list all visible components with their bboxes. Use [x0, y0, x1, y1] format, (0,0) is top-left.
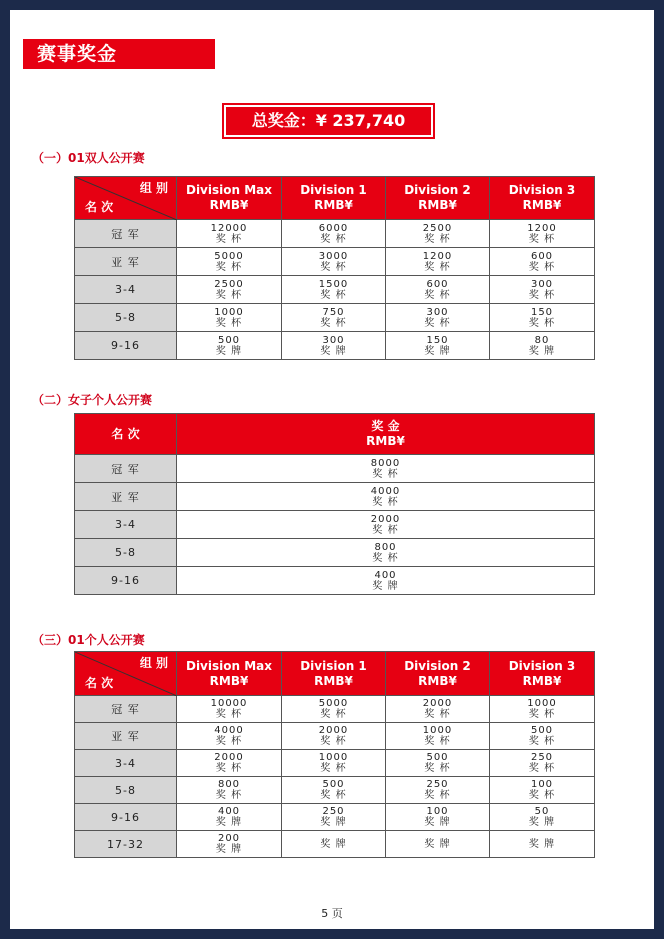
prize-amount: 750 — [322, 306, 345, 318]
prize-award: 奖 牌 — [215, 844, 243, 855]
prize-cell — [177, 804, 282, 831]
prize-amount: 12000 — [210, 222, 248, 234]
prize-award: 奖 杯 — [372, 552, 399, 564]
prize-award: 奖 杯 — [528, 233, 556, 245]
prize-amount: 150 — [530, 306, 554, 318]
table-row — [75, 696, 595, 723]
prize-amount: 2000 — [370, 513, 401, 525]
corner-group-label: 组 别 — [139, 181, 168, 195]
prize-cell — [490, 248, 595, 276]
prize-cell — [177, 455, 595, 483]
prize-award: 奖 杯 — [424, 709, 451, 720]
prize-cell — [282, 804, 386, 831]
prize-cell — [282, 304, 386, 332]
table-row — [75, 750, 595, 777]
page — [10, 10, 654, 929]
prize-award: 奖 杯 — [320, 790, 347, 801]
prize-cell — [490, 276, 595, 304]
prize-cell — [177, 831, 282, 858]
prize-amount: 80 — [534, 334, 550, 346]
prize-cell — [177, 750, 282, 777]
prize-cell — [490, 777, 595, 804]
prize-award: 奖 杯 — [215, 736, 243, 747]
corner-header — [75, 177, 177, 220]
prize-amount: 600 — [530, 250, 554, 262]
prize-award: 奖 杯 — [424, 790, 451, 801]
prize-cell — [177, 539, 595, 567]
prize-amount: 800 — [374, 541, 397, 553]
table-row — [75, 511, 595, 539]
prize-award: 奖 杯 — [320, 317, 347, 329]
prize-amount: 2000 — [318, 725, 349, 736]
prize-amount: 250 — [426, 779, 449, 790]
rank-cell: 亚 军 — [75, 483, 177, 511]
prize-cell — [282, 696, 386, 723]
prize-cell — [177, 276, 282, 304]
column-header: Division 1 RMB¥ — [282, 177, 386, 220]
prize-amount: 250 — [322, 806, 345, 817]
prize-amount: 2000 — [422, 698, 453, 709]
prize-award: 奖 杯 — [320, 709, 347, 720]
table-row — [75, 804, 595, 831]
column-header: Division 1 RMB¥ — [282, 652, 386, 696]
table-row — [75, 777, 595, 804]
prize-cell — [177, 483, 595, 511]
prize-amount: 4000 — [370, 485, 401, 497]
prize-award: 奖 杯 — [424, 289, 451, 301]
prize-cell — [177, 332, 282, 360]
prize-amount: 6000 — [318, 222, 349, 234]
prize-cell — [282, 831, 386, 858]
prize-award: 奖 杯 — [528, 763, 556, 774]
corner-rank-label: 名 次 — [85, 676, 114, 690]
section-banner: 赛事奖金 — [23, 39, 215, 69]
prize-award: 奖 杯 — [215, 233, 243, 245]
table-body — [75, 696, 595, 858]
prize-award: 奖 杯 — [424, 763, 451, 774]
rank-cell: 冠 军 — [75, 220, 177, 248]
prize-award: 奖 杯 — [528, 709, 556, 720]
prize-cell — [282, 220, 386, 248]
prize-amount: 400 — [217, 806, 241, 817]
rank-cell: 亚 军 — [75, 248, 177, 276]
prize-cell — [386, 777, 490, 804]
prize-cell — [177, 248, 282, 276]
prize-amount: 800 — [217, 779, 241, 790]
rank-cell: 3-4 — [75, 750, 177, 777]
prize-award: 奖 牌 — [320, 838, 347, 850]
doubles-prize-table — [74, 176, 595, 360]
prize-amount: 1000 — [318, 752, 349, 763]
rank-cell: 3-4 — [75, 511, 177, 539]
column-header: Division Max RMB¥ — [177, 177, 282, 220]
prize-amount: 2500 — [422, 222, 453, 234]
table-row — [75, 483, 595, 511]
prize-award: 奖 杯 — [424, 736, 451, 747]
prize-cell — [386, 332, 490, 360]
prize-award: 奖 杯 — [372, 468, 399, 480]
prize-award: 奖 牌 — [424, 838, 451, 850]
prize-cell — [386, 304, 490, 332]
rank-cell: 5-8 — [75, 777, 177, 804]
prize-amount: 200 — [217, 833, 241, 844]
prize-amount: 500 — [217, 334, 241, 346]
prize-cell — [490, 723, 595, 750]
total-prize-box — [222, 103, 435, 139]
prize-award: 奖 杯 — [320, 736, 347, 747]
rank-cell: 9-16 — [75, 804, 177, 831]
corner-group-label: 组 别 — [139, 656, 168, 670]
prize-award: 奖 杯 — [215, 317, 243, 329]
prize-cell — [490, 220, 595, 248]
rank-cell: 5-8 — [75, 539, 177, 567]
column-header: Division Max RMB¥ — [177, 652, 282, 696]
table-row — [75, 304, 595, 332]
prize-award: 奖 杯 — [372, 524, 399, 536]
prize-cell — [386, 220, 490, 248]
page-number: 5 页 — [321, 907, 343, 920]
prize-amount: 300 — [322, 334, 345, 346]
prize-cell — [177, 304, 282, 332]
table-body — [75, 220, 595, 360]
prize-amount: 1200 — [422, 250, 453, 262]
prize-cell — [177, 777, 282, 804]
prize-cell — [386, 723, 490, 750]
prize-award: 奖 杯 — [528, 289, 556, 301]
prize-cell — [490, 696, 595, 723]
prize-amount: 100 — [530, 779, 554, 790]
prize-amount: 2000 — [214, 752, 244, 763]
prize-cell — [282, 750, 386, 777]
prize-award: 奖 杯 — [215, 790, 243, 801]
table-row — [75, 455, 595, 483]
prize-amount: 100 — [426, 806, 449, 817]
table-row — [75, 220, 595, 248]
prize-amount: 500 — [322, 779, 345, 790]
prize-cell — [282, 276, 386, 304]
prize-amount: 8000 — [370, 457, 401, 469]
rank-cell: 5-8 — [75, 304, 177, 332]
prize-cell — [386, 248, 490, 276]
prize-amount: 500 — [426, 752, 449, 763]
column-header: Division 2 RMB¥ — [386, 177, 490, 220]
prize-award: 奖 牌 — [372, 580, 399, 592]
prize-award: 奖 杯 — [215, 709, 243, 720]
singles-prize-table — [74, 651, 595, 858]
rank-cell: 17-32 — [75, 831, 177, 858]
table-row — [75, 539, 595, 567]
prize-amount: 1000 — [527, 698, 557, 709]
table-row — [75, 332, 595, 360]
prize-amount: 300 — [426, 306, 449, 318]
prize-amount: 1000 — [214, 306, 244, 318]
prize-amount: 1500 — [318, 278, 349, 290]
prize-cell — [177, 723, 282, 750]
rank-header: 名 次 — [75, 414, 177, 455]
prize-award: 奖 杯 — [320, 261, 347, 273]
prize-award: 奖 杯 — [424, 233, 451, 245]
prize-award: 奖 杯 — [528, 317, 556, 329]
rank-cell: 3-4 — [75, 276, 177, 304]
prize-amount: 10000 — [210, 698, 248, 709]
prize-amount: 600 — [426, 278, 449, 290]
prize-award: 奖 牌 — [215, 345, 243, 357]
prize-award: 奖 杯 — [528, 790, 556, 801]
table-row — [75, 723, 595, 750]
prize-amount: 3000 — [318, 250, 349, 262]
section1-title: （一）01双人公开赛 — [32, 151, 145, 165]
prize-cell — [282, 248, 386, 276]
rank-cell: 冠 军 — [75, 696, 177, 723]
prize-cell — [490, 831, 595, 858]
prize-award: 奖 杯 — [320, 289, 347, 301]
prize-cell — [490, 804, 595, 831]
prize-award: 奖 杯 — [320, 763, 347, 774]
prize-amount: 400 — [374, 569, 397, 581]
prize-award: 奖 牌 — [528, 817, 556, 828]
rank-cell: 亚 军 — [75, 723, 177, 750]
prize-cell — [177, 511, 595, 539]
prize-amount: 5000 — [318, 698, 349, 709]
prize-award: 奖 杯 — [215, 763, 243, 774]
prize-award: 奖 牌 — [320, 817, 347, 828]
prize-cell — [282, 332, 386, 360]
prize-cell — [386, 831, 490, 858]
prize-cell — [386, 804, 490, 831]
corner-rank-label: 名 次 — [85, 200, 114, 214]
table-row — [75, 567, 595, 595]
prize-award: 奖 杯 — [424, 261, 451, 273]
prize-amount: 5000 — [214, 250, 244, 262]
prize-amount: 150 — [426, 334, 449, 346]
prize-award: 奖 牌 — [424, 817, 451, 828]
prize-cell — [177, 220, 282, 248]
column-header: Division 3 RMB¥ — [490, 652, 595, 696]
rank-cell: 9-16 — [75, 332, 177, 360]
prize-award: 奖 杯 — [372, 496, 399, 508]
corner-header — [75, 652, 177, 696]
prize-cell — [282, 777, 386, 804]
prize-cell — [177, 567, 595, 595]
prize-award: 奖 杯 — [215, 261, 243, 273]
prize-award: 奖 杯 — [215, 289, 243, 301]
prize-award: 奖 牌 — [528, 838, 556, 850]
column-header: Division 3 RMB¥ — [490, 177, 595, 220]
total-prize-label: 总奖金：¥ 237,740 — [226, 107, 431, 135]
prize-award: 奖 牌 — [215, 817, 243, 828]
prize-cell — [386, 750, 490, 777]
prize-award: 奖 杯 — [320, 233, 347, 245]
prize-cell — [490, 304, 595, 332]
prize-cell — [177, 696, 282, 723]
prize-amount: 1000 — [422, 725, 453, 736]
prize-amount: 1200 — [527, 222, 557, 234]
prize-cell — [282, 723, 386, 750]
prize-award: 奖 杯 — [424, 317, 451, 329]
prize-amount: 2500 — [214, 278, 244, 290]
prize-amount: 250 — [530, 752, 554, 763]
prize-amount: 500 — [530, 725, 554, 736]
prize-award: 奖 杯 — [528, 736, 556, 747]
column-header: Division 2 RMB¥ — [386, 652, 490, 696]
table-row — [75, 276, 595, 304]
prize-cell — [490, 750, 595, 777]
prize-award: 奖 牌 — [320, 345, 347, 357]
prize-award: 奖 牌 — [424, 345, 451, 357]
prize-award: 奖 杯 — [528, 261, 556, 273]
prize-amount: 4000 — [214, 725, 244, 736]
rank-cell: 冠 军 — [75, 455, 177, 483]
prize-amount: 300 — [530, 278, 554, 290]
prize-amount: 50 — [534, 806, 550, 817]
prize-cell — [490, 332, 595, 360]
table-row — [75, 831, 595, 858]
prize-award: 奖 牌 — [528, 345, 556, 357]
section2-title: （二）女子个人公开赛 — [32, 393, 153, 407]
prize-cell — [386, 276, 490, 304]
prize-cell — [386, 696, 490, 723]
prize-header: 奖 金 RMB¥ — [177, 414, 595, 455]
women-prize-table — [74, 413, 595, 595]
section3-title: （三）01个人公开赛 — [32, 633, 145, 647]
table-row — [75, 248, 595, 276]
table-body — [75, 455, 595, 595]
rank-cell: 9-16 — [75, 567, 177, 595]
